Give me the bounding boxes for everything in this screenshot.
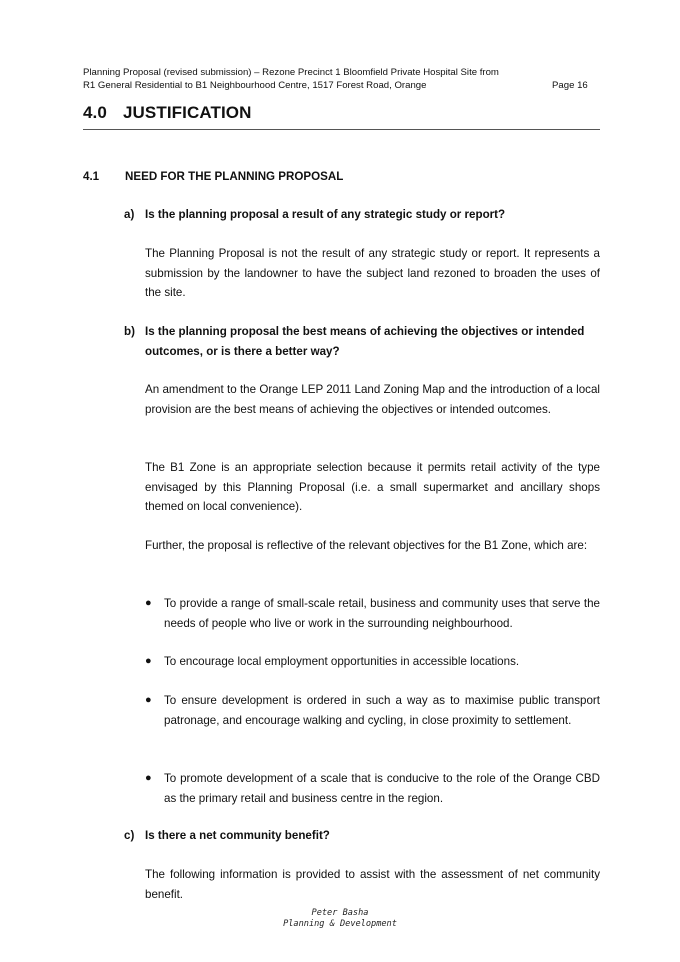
question-letter: c): [124, 829, 135, 842]
bullet-glyph: ●: [145, 694, 152, 706]
footer-company: Planning & Development: [283, 919, 397, 929]
bullet-glyph: ●: [145, 655, 152, 667]
subsection-title: NEED FOR THE PLANNING PROPOSAL: [125, 170, 344, 183]
paragraph: Further, the proposal is reflective of the relevant objectives for the B1 Zone, which are:: [145, 539, 588, 552]
section-heading: [83, 103, 252, 123]
question-text: Is the planning proposal the best means of achieving the objectives or intended outcomes, or is there a better way?: [145, 325, 585, 358]
question-letter: b): [124, 325, 135, 338]
section-divider: [83, 129, 600, 130]
running-header-line-2: R1 General Residential to B1 Neighbourhood Centre, 1517 Forest Road, Orange: [83, 80, 427, 91]
bullet-glyph: ●: [145, 597, 152, 609]
footer-author: Peter Basha: [311, 908, 369, 918]
bullet-text: To ensure development is ordered in such a way as to maximise public transport patronage, and encourage walking and cycling, in close proximity to settlement.: [164, 694, 600, 727]
paragraph: An amendment to the Orange LEP 2011 Land Zoning Map and the introduction of a local provision are the best means of achieving the objectives or intended outcomes.: [145, 383, 600, 416]
question-text: Is the planning proposal a result of any strategic study or report?: [145, 208, 506, 221]
question-letter: a): [124, 208, 135, 221]
bullet-text: To encourage local employment opportunities in accessible locations.: [164, 655, 520, 668]
bullet-glyph: ●: [145, 772, 152, 784]
question-b: [124, 322, 600, 361]
question-text: Is there a net community benefit?: [145, 829, 330, 842]
section-number: 4.0: [83, 103, 107, 122]
bullet-text: To provide a range of small-scale retail, business and community uses that serve the needs of people who live or work in the surrounding neighbourhood.: [164, 597, 600, 630]
subsection-number: 4.1: [83, 170, 100, 183]
bullet-item: [145, 691, 600, 730]
subsection-heading: [83, 170, 343, 183]
bullet-text: To promote development of a scale that is conducive to the role of the Orange CBD as the primary retail and business centre in the region.: [164, 772, 600, 805]
question-c: [124, 826, 600, 846]
paragraph: The following information is provided to assist with the assessment of net community benefit.: [145, 868, 600, 901]
section-title: JUSTIFICATION: [123, 103, 252, 122]
bullet-item: [145, 594, 600, 633]
page-number: Page 16: [552, 80, 588, 91]
paragraph: The B1 Zone is an appropriate selection because it permits retail activity of the type envisaged by this Planning Proposal (i.e. a small supermarket and ancillary shops themed on local convenience).: [145, 461, 600, 513]
paragraph: The Planning Proposal is not the result of any strategic study or report. It represents a submission by the landowner to have the subject land rezoned to broaden the uses of the site.: [145, 247, 600, 299]
bullet-item: [145, 769, 600, 808]
bullet-item: [145, 652, 600, 672]
question-a: [124, 205, 600, 225]
running-header-line-1: Planning Proposal (revised submission) – Rezone Precinct 1 Bloomfield Private Hospital Site from: [83, 67, 499, 78]
